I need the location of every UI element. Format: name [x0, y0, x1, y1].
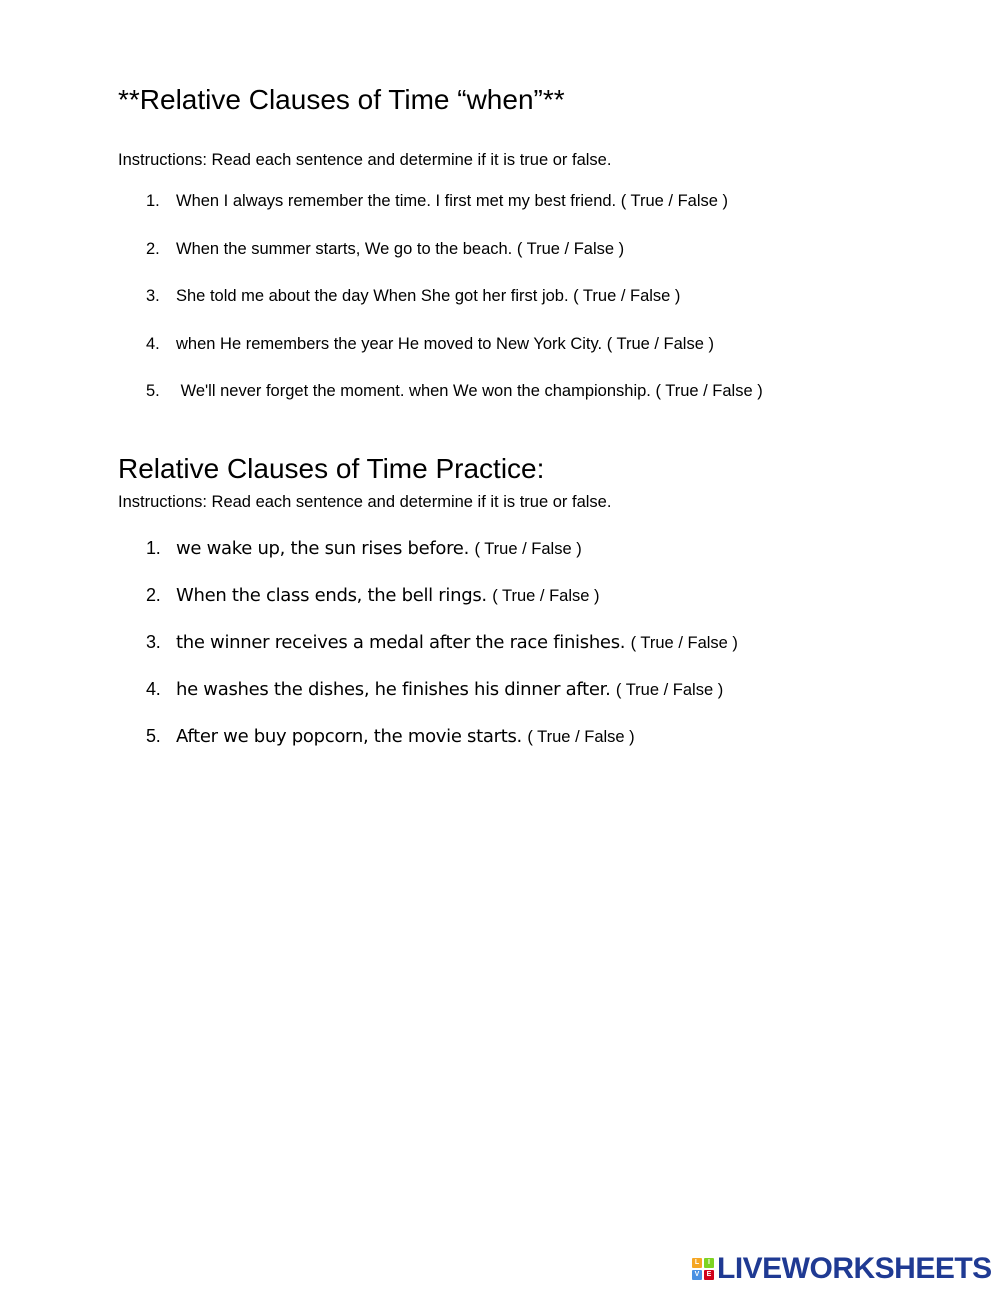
- true-false-prompt: ( True / False ): [492, 587, 600, 605]
- item-text: when He remembers the year He moved to New York City. ( True / False ): [176, 335, 714, 353]
- section2-item-2: [146, 585, 600, 606]
- item-text: She told me about the day When She got her first job. ( True / False ): [176, 287, 681, 305]
- liveworksheets-logo[interactable]: [692, 1254, 992, 1284]
- item-number: 3.: [146, 632, 161, 652]
- true-false-prompt: ( True / False ): [527, 728, 635, 746]
- item-number: 4.: [146, 679, 161, 699]
- section1-item-5: [146, 382, 763, 401]
- section1-item-2: [146, 240, 624, 259]
- section2-title: Relative Clauses of Time Practice:: [118, 453, 545, 484]
- section1-item-1: [146, 192, 728, 211]
- item-text: When the summer starts, We go to the beach. ( True / False ): [176, 240, 625, 258]
- item-number: 1.: [146, 538, 161, 558]
- true-false-prompt: ( True / False ): [630, 634, 738, 652]
- logo-letter: L: [692, 1258, 702, 1268]
- item-text: we wake up, the sun rises before.: [176, 538, 470, 559]
- item-number: 5.: [146, 382, 160, 400]
- logo-letter: V: [692, 1270, 702, 1280]
- item-number: 5.: [146, 726, 161, 746]
- item-text: We'll never forget the moment. when We won the championship. ( True / False ): [176, 382, 763, 400]
- item-text: When the class ends, the bell rings.: [176, 585, 487, 606]
- item-text: After we buy popcorn, the movie starts.: [176, 726, 522, 747]
- section1-title: **Relative Clauses of Time “when”**: [118, 84, 565, 115]
- logo-text: LIVEWORKSHEETS: [717, 1252, 992, 1285]
- item-text: he washes the dishes, he finishes his dinner after.: [176, 679, 611, 700]
- true-false-prompt: ( True / False ): [474, 540, 582, 558]
- item-text: the winner receives a medal after the race finishes.: [176, 632, 626, 653]
- logo-letter: E: [704, 1270, 714, 1280]
- item-number: 1.: [146, 192, 160, 210]
- section2-item-1: [146, 538, 582, 559]
- logo-mark-icon: [692, 1258, 714, 1280]
- item-number: 2.: [146, 585, 161, 605]
- section1-instructions: Instructions: Read each sentence and determine if it is true or false.: [118, 151, 612, 169]
- logo-letter: I: [704, 1258, 714, 1268]
- section2-instructions: Instructions: Read each sentence and determine if it is true or false.: [118, 493, 612, 511]
- item-number: 3.: [146, 287, 160, 305]
- section2-item-5: [146, 726, 635, 747]
- true-false-prompt: ( True / False ): [615, 681, 724, 699]
- item-number: 4.: [146, 335, 160, 353]
- item-number: 2.: [146, 240, 160, 258]
- item-text: When I always remember the time. I first met my best friend. ( True / False ): [176, 192, 728, 210]
- section2-item-3: [146, 632, 738, 653]
- section2-item-4: [146, 679, 723, 700]
- section1-item-3: [146, 287, 680, 306]
- section1-item-4: [146, 335, 714, 354]
